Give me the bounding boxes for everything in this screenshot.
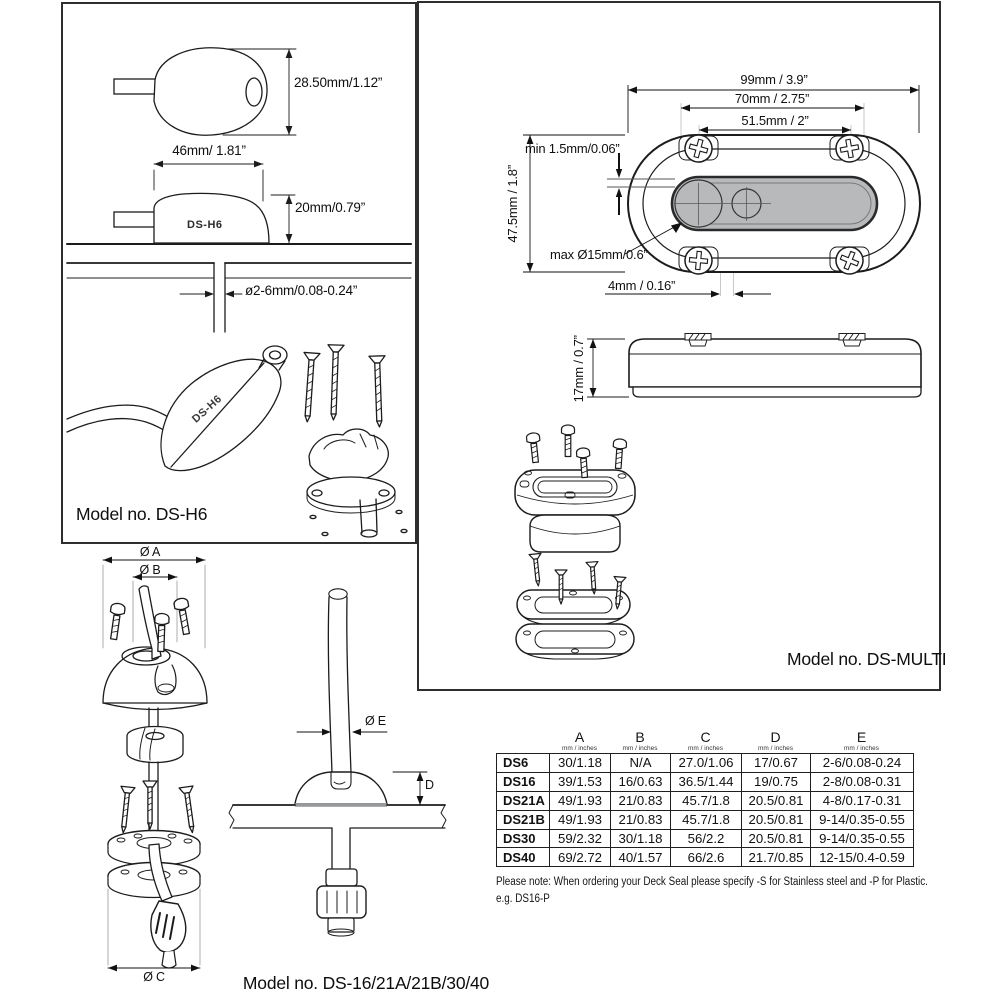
- dim-label-multi-max-cable: max Ø15mm/0.6”: [550, 247, 648, 262]
- column-letter: D: [770, 729, 781, 745]
- ds-series-line-art: [61, 545, 511, 1000]
- dsh6-model-label: Model no. DS-H6: [76, 504, 208, 524]
- ordering-note-line1: Please note: When ordering your Deck Seal please specify -S for Stainless steel and -P for Plastic.: [496, 876, 928, 889]
- panel-ds-h6: [61, 2, 417, 544]
- dim-label-series-c: Ø C: [143, 970, 165, 984]
- spec-table: [496, 753, 914, 867]
- table-row: DS6 30/1.18 N/A 27.0/1.06 17/0.67 2-6/0.08-0.24: [497, 754, 914, 773]
- table-row: DS21A 49/1.93 21/0.83 45.7/1.8 20.5/0.81 4-8/0.17-0.31: [497, 791, 914, 810]
- column-unit: mm / inches: [843, 745, 880, 752]
- dsh6-exploded-body-label: DS-H6: [190, 392, 225, 426]
- ordering-note: [496, 874, 928, 907]
- ds-series-model-label: Model no. DS-16/21A/21B/30/40: [242, 973, 490, 993]
- spec-table-section: [496, 722, 926, 908]
- dim-label-dsh6-cable-hole: ø2-6mm/0.08-0.24”: [245, 283, 358, 298]
- dim-label-series-b: Ø B: [139, 563, 161, 577]
- dim-label-multi-height: 17mm / 0.7”: [571, 335, 587, 403]
- spec-table-header: [496, 722, 926, 753]
- dim-label-series-a: Ø A: [139, 545, 161, 559]
- dsh6-top-view-drawing: [114, 48, 296, 135]
- dsh6-deck-section-drawing: [67, 263, 411, 332]
- table-row: DS40 69/2.72 40/1.57 66/2.6 21.7/0.85 12-15/0.4-0.59: [497, 848, 914, 867]
- dsmulti-side-view-drawing: [587, 334, 921, 398]
- dsh6-body-label: DS-H6: [187, 219, 223, 231]
- dim-label-multi-overall-width: 47.5mm / 1.8”: [505, 165, 521, 243]
- ds-series-installed-drawing: [229, 589, 446, 936]
- column-unit: mm / inches: [561, 745, 598, 752]
- ordering-note-line2: e.g. DS16-P: [496, 893, 550, 906]
- dim-label-multi-fixing-centres: 70mm / 2.75”: [734, 91, 810, 106]
- column-letter: A: [574, 729, 585, 745]
- dim-label-series-e: Ø E: [365, 714, 386, 728]
- table-row: DS16 39/1.53 16/0.63 36.5/1.44 19/0.75 2-8/0.08-0.31: [497, 772, 914, 791]
- dim-label-dsh6-height-top: 28.50mm/1.12”: [294, 75, 383, 90]
- dim-label-multi-hole-gap: 4mm / 0.16”: [608, 278, 676, 293]
- column-letter: C: [700, 729, 711, 745]
- ds-series-exploded-drawing: [103, 557, 207, 972]
- dim-label-multi-min-gap: min 1.5mm/0.06”: [525, 141, 620, 156]
- dim-label-dsh6-width: 46mm/ 1.81”: [172, 143, 246, 158]
- table-row: DS21B 49/1.93 21/0.83 45.7/1.8 20.5/0.81 9-14/0.35-0.55: [497, 810, 914, 829]
- column-unit: mm / inches: [687, 745, 724, 752]
- column-unit: mm / inches: [757, 745, 794, 752]
- figure-ds-series: [61, 545, 511, 1000]
- dsmulti-model-label: Model no. DS-MULTI: [787, 649, 947, 669]
- dim-label-multi-overall-length: 99mm / 3.9”: [740, 72, 808, 87]
- dim-label-series-d: D: [425, 778, 434, 792]
- column-letter: B: [635, 729, 645, 745]
- column-letter: E: [856, 729, 867, 745]
- dim-label-dsh6-height-side: 20mm/0.79”: [295, 200, 366, 215]
- table-row: DS30 59/2.32 30/1.18 56/2.2 20.5/0.81 9-14/0.35-0.55: [497, 829, 914, 848]
- dim-label-multi-slot-length: 51.5mm / 2”: [741, 113, 809, 128]
- dsmulti-exploded-drawing: [515, 425, 635, 659]
- dsmulti-top-view-drawing: [628, 132, 920, 278]
- column-unit: mm / inches: [622, 745, 658, 752]
